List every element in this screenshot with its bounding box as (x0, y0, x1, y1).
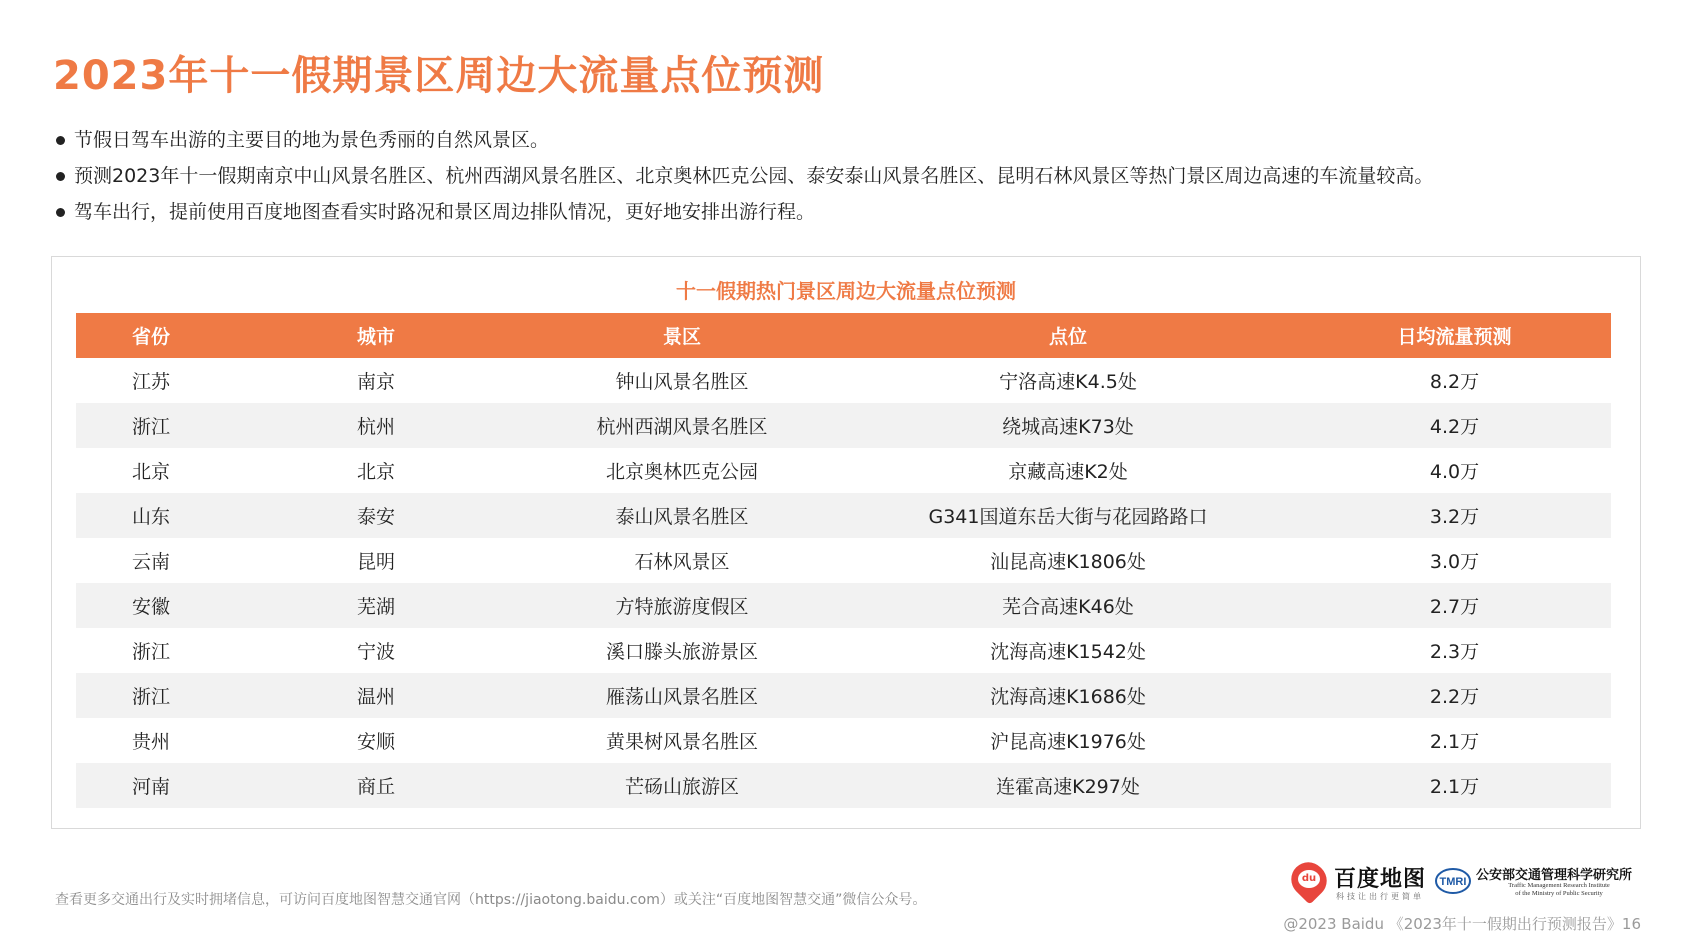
cell-location: 沈海高速K1542处 (990, 641, 1146, 663)
cell-province: 江苏 (131, 371, 170, 393)
cell-city: 温州 (226, 673, 526, 718)
header-location: 点位 (838, 313, 1298, 358)
bullet-text: 节假日驾车出游的主要目的地为景色秀丽的自然风景区。 (74, 129, 550, 151)
table-row (76, 583, 1611, 628)
cell-city: 宁波 (356, 641, 395, 663)
table-row (76, 763, 1611, 808)
footnote: 查看更多交通出行及实时拥堵信息，可访问百度地图智慧交通官网（https://jiaotong.baidu.com）或关注“百度地图智慧交通”微信公众号。 (55, 892, 927, 908)
header-daily-flow: 日均流量预测 (1298, 313, 1611, 358)
table-panel (51, 256, 1641, 829)
header-city: 城市 (226, 313, 526, 358)
cell-location: G341国道东岳大街与花园路路口 (838, 493, 1298, 538)
table-title: 十一假期热门景区周边大流量点位预测 (676, 279, 1016, 303)
table-row (76, 493, 1611, 538)
cell-province: 贵州 (131, 731, 170, 753)
cell-daily-flow: 2.1万 (1298, 763, 1611, 808)
cell-location: 京藏高速K2处 (1008, 461, 1128, 483)
cell-city: 商丘 (226, 763, 526, 808)
cell-location: 芜合高速K46处 (838, 583, 1298, 628)
forecast-table (76, 313, 1611, 808)
table-row (76, 358, 1611, 403)
table-row (76, 673, 1611, 718)
tmri-mark: TMRI (1439, 876, 1467, 888)
table-row (76, 628, 1611, 673)
cell-daily-flow: 2.2万 (1298, 673, 1611, 718)
cell-city: 杭州 (226, 403, 526, 448)
cell-province: 浙江 (76, 673, 226, 718)
bullet-text: 预测2023年十一假期南京中山风景名胜区、杭州西湖风景名胜区、北京奥林匹克公园、泰安泰山风景名胜区、昆明石林风景区等热门景区周边高速的车流量较高。 (74, 165, 1434, 187)
cell-daily-flow: 2.1万 (1429, 731, 1480, 753)
header-scenic-area: 景区 (526, 313, 838, 358)
cell-daily-flow: 3.0万 (1429, 551, 1480, 573)
cell-daily-flow: 3.2万 (1298, 493, 1611, 538)
cell-province: 河南 (76, 763, 226, 808)
cell-daily-flow: 8.2万 (1429, 371, 1480, 393)
cell-city: 昆明 (356, 551, 395, 573)
cell-city: 芜湖 (226, 583, 526, 628)
baidu-du-mark: du (1298, 870, 1320, 888)
cell-location: 汕昆高速K1806处 (990, 551, 1146, 573)
cell-location: 沈海高速K1686处 (838, 673, 1298, 718)
cell-scenic-area: 芒砀山旅游区 (526, 763, 838, 808)
cell-scenic-area: 雁荡山风景名胜区 (526, 673, 838, 718)
baidu-map-logo (1292, 862, 1427, 904)
bullet-text: 驾车出行，提前使用百度地图查看实时路况和景区周边排队情况，更好地安排出游行程。 (74, 201, 816, 223)
header-province: 省份 (76, 313, 226, 358)
cell-daily-flow: 4.2万 (1298, 403, 1611, 448)
cell-city: 南京 (356, 371, 395, 393)
cell-province: 安徽 (76, 583, 226, 628)
cell-scenic-area: 北京奥林匹克公园 (605, 461, 758, 483)
cell-location: 绕城高速K73处 (838, 403, 1298, 448)
bullet-dot-icon (56, 172, 65, 181)
cell-province: 浙江 (76, 403, 226, 448)
cell-location: 宁洛高速K4.5处 (999, 371, 1137, 393)
copyright: @2023 Baidu 《2023年十一假期出行预测报告》16 (1283, 915, 1641, 933)
tmri-name-en-line2: of the Ministry of Public Security (1515, 890, 1603, 897)
bullet-item (54, 158, 1644, 194)
tmri-logo (1434, 862, 1644, 906)
cell-daily-flow: 4.0万 (1429, 461, 1480, 483)
bullet-dot-icon (56, 208, 65, 217)
cell-city: 泰安 (226, 493, 526, 538)
baidu-map-name: 百度地图 (1334, 867, 1427, 892)
cell-scenic-area: 杭州西湖风景名胜区 (526, 403, 838, 448)
cell-scenic-area: 溪口滕头旅游景区 (605, 641, 758, 663)
cell-daily-flow: 2.7万 (1298, 583, 1611, 628)
bullet-list (54, 122, 1644, 230)
cell-city: 北京 (356, 461, 395, 483)
cell-scenic-area: 钟山风景名胜区 (615, 371, 749, 393)
table-row (76, 403, 1611, 448)
cell-city: 安顺 (356, 731, 395, 753)
table-row (76, 448, 1611, 493)
cell-scenic-area: 方特旅游度假区 (526, 583, 838, 628)
tmri-emblem-icon (1434, 866, 1472, 896)
baidu-map-slogan: 科技让出行更简单 (1336, 892, 1424, 901)
tmri-name-en-line1: Traffic Management Research Institute (1508, 882, 1610, 889)
tmri-name-en (1484, 882, 1634, 898)
cell-province: 浙江 (131, 641, 170, 663)
cell-location: 沪昆高速K1976处 (990, 731, 1146, 753)
bullet-item (54, 122, 1644, 158)
cell-province: 山东 (76, 493, 226, 538)
bullet-dot-icon (56, 136, 65, 145)
bullet-item (54, 194, 1644, 230)
cell-scenic-area: 泰山风景名胜区 (526, 493, 838, 538)
cell-province: 云南 (131, 551, 170, 573)
cell-daily-flow: 2.3万 (1429, 641, 1480, 663)
cell-location: 连霍高速K297处 (838, 763, 1298, 808)
table-row (76, 718, 1611, 763)
table-row (76, 538, 1611, 583)
page-title: 2023年十一假期景区周边大流量点位预测 (53, 53, 825, 99)
tmri-name-cn: 公安部交通管理科学研究所 (1476, 868, 1633, 883)
cell-scenic-area: 黄果树风景名胜区 (605, 731, 758, 753)
cell-scenic-area: 石林风景区 (634, 551, 730, 573)
table-header-row (76, 313, 1611, 358)
cell-province: 北京 (131, 461, 170, 483)
